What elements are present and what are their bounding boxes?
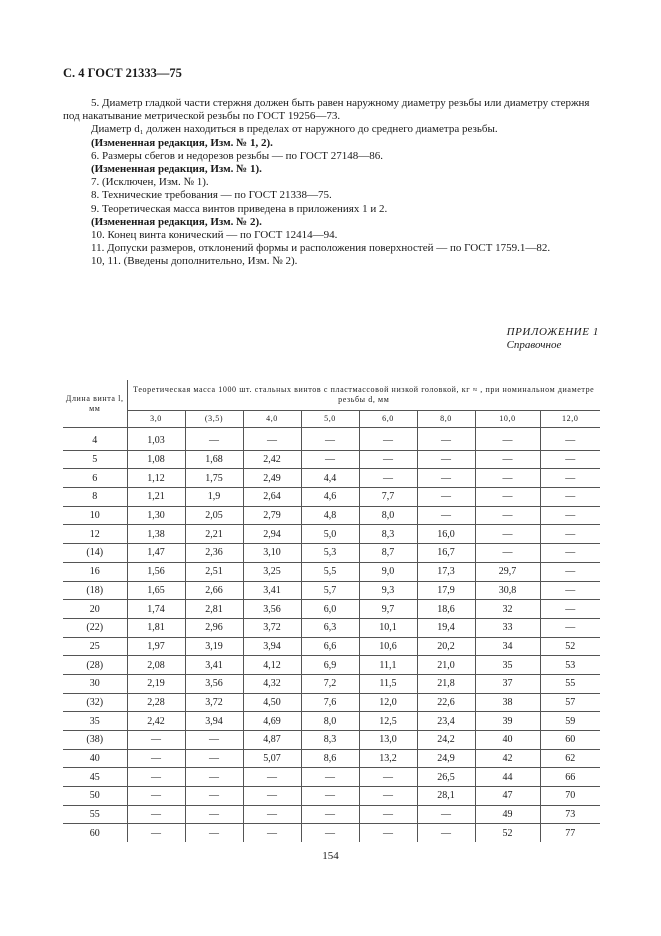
mass-cell: 1,56 <box>127 562 185 581</box>
mass-cell: 24,2 <box>417 731 475 750</box>
diameter-header: 5,0 <box>301 411 359 428</box>
mass-cell: — <box>301 824 359 842</box>
mass-cell: 2,51 <box>185 562 243 581</box>
diameter-header: 10,0 <box>475 411 540 428</box>
mass-cell: 6,3 <box>301 618 359 637</box>
mass-cell: 3,94 <box>185 712 243 731</box>
mass-cell: 4,50 <box>243 693 301 712</box>
mass-cell: 7,6 <box>301 693 359 712</box>
table-row <box>63 693 600 712</box>
length-cell: (22) <box>63 618 127 637</box>
mass-cell: 2,81 <box>185 600 243 619</box>
mass-cell: 2,21 <box>185 525 243 544</box>
table-row <box>63 562 600 581</box>
mass-cell: 1,68 <box>185 450 243 469</box>
length-cell: 6 <box>63 469 127 488</box>
table-row <box>63 674 600 693</box>
table-row <box>63 712 600 731</box>
mass-caption-header: Теоретическая масса 1000 шт. стальных винтов с пластмассовой низкой головкой, кг ≈ , при номинальном диаметре резьбы d, мм <box>127 380 600 411</box>
page-number: 154 <box>322 850 339 862</box>
mass-cell: — <box>359 805 417 824</box>
length-cell: 50 <box>63 787 127 806</box>
length-cell: 30 <box>63 674 127 693</box>
mass-cell: 3,25 <box>243 562 301 581</box>
mass-cell: 17,9 <box>417 581 475 600</box>
mass-cell: — <box>417 805 475 824</box>
mass-cell: 2,96 <box>185 618 243 637</box>
length-cell: 8 <box>63 488 127 507</box>
mass-cell: — <box>185 428 243 451</box>
mass-cell: 1,12 <box>127 469 185 488</box>
table-row <box>63 581 600 600</box>
mass-cell: 44 <box>475 768 540 787</box>
mass-cell: 2,94 <box>243 525 301 544</box>
diameter-header: 6,0 <box>359 411 417 428</box>
table-row <box>63 506 600 525</box>
mass-cell: 59 <box>540 712 600 731</box>
mass-cell: 1,97 <box>127 637 185 656</box>
mass-cell: 4,6 <box>301 488 359 507</box>
amendment-note: (Измененная редакция, Изм. № 2). <box>91 215 262 228</box>
mass-cell: — <box>127 768 185 787</box>
mass-cell: 13,2 <box>359 749 417 768</box>
mass-cell: — <box>243 768 301 787</box>
table-row <box>63 450 600 469</box>
mass-cell: 1,21 <box>127 488 185 507</box>
mass-cell: — <box>540 581 600 600</box>
mass-cell: 1,74 <box>127 600 185 619</box>
mass-cell: 37 <box>475 674 540 693</box>
paragraph-7: 7. (Исключен, Изм. № 1). <box>91 176 209 189</box>
appendix-title: ПРИЛОЖЕНИЕ 1 <box>506 326 599 338</box>
mass-cell: 3,56 <box>185 674 243 693</box>
mass-cell: — <box>359 469 417 488</box>
mass-cell: 21,8 <box>417 674 475 693</box>
mass-cell: 49 <box>475 805 540 824</box>
mass-cell: — <box>185 805 243 824</box>
mass-cell: 2,36 <box>185 544 243 563</box>
mass-cell: 3,56 <box>243 600 301 619</box>
mass-cell: 2,49 <box>243 469 301 488</box>
table-row <box>63 656 600 675</box>
page-header: С. 4 ГОСТ 21333—75 <box>63 66 182 80</box>
mass-cell: — <box>301 428 359 451</box>
paragraph-6: 6. Размеры сбегов и недорезов резьбы — по ГОСТ 27148—86. <box>91 149 384 162</box>
table-row <box>63 600 600 619</box>
mass-cell: 3,72 <box>185 693 243 712</box>
mass-cell: — <box>243 428 301 451</box>
paragraph-d1: Диаметр d₁ должен находиться в пределах от наружного до среднего диаметра резьбы. <box>91 123 498 136</box>
mass-cell: 2,42 <box>127 712 185 731</box>
mass-cell: — <box>540 544 600 563</box>
mass-cell: 4,12 <box>243 656 301 675</box>
length-cell: 5 <box>63 450 127 469</box>
mass-cell: 3,94 <box>243 637 301 656</box>
mass-cell: — <box>475 525 540 544</box>
mass-cell: 32 <box>475 600 540 619</box>
length-cell: 55 <box>63 805 127 824</box>
mass-cell: 5,5 <box>301 562 359 581</box>
mass-cell: 77 <box>540 824 600 842</box>
mass-cell: — <box>185 749 243 768</box>
table-row <box>63 787 600 806</box>
mass-cell: 24,9 <box>417 749 475 768</box>
mass-cell: — <box>243 824 301 842</box>
amendment-note: (Измененная редакция, Изм. № 1, 2). <box>91 136 273 149</box>
mass-cell: — <box>127 824 185 842</box>
mass-cell: 2,64 <box>243 488 301 507</box>
mass-cell: — <box>359 450 417 469</box>
mass-cell: 2,79 <box>243 506 301 525</box>
table-body <box>63 428 600 843</box>
mass-cell: 7,7 <box>359 488 417 507</box>
mass-cell: 1,75 <box>185 469 243 488</box>
mass-cell: 5,0 <box>301 525 359 544</box>
length-cell: 4 <box>63 428 127 451</box>
length-cell: (14) <box>63 544 127 563</box>
mass-cell: 3,19 <box>185 637 243 656</box>
mass-cell: 1,47 <box>127 544 185 563</box>
mass-cell: 6,0 <box>301 600 359 619</box>
mass-cell: 39 <box>475 712 540 731</box>
mass-cell: — <box>127 749 185 768</box>
mass-cell: — <box>475 488 540 507</box>
mass-cell: 35 <box>475 656 540 675</box>
length-column-header: Длина винта l, мм <box>63 380 127 428</box>
mass-cell: 5,3 <box>301 544 359 563</box>
diameter-header: (3,5) <box>185 411 243 428</box>
mass-cell: 70 <box>540 787 600 806</box>
mass-cell: 34 <box>475 637 540 656</box>
table-row <box>63 824 600 842</box>
mass-cell: 3,41 <box>243 581 301 600</box>
mass-cell: 5,7 <box>301 581 359 600</box>
mass-cell: 9,7 <box>359 600 417 619</box>
mass-cell: 53 <box>540 656 600 675</box>
mass-cell: 2,42 <box>243 450 301 469</box>
mass-cell: — <box>417 824 475 842</box>
mass-cell: — <box>185 768 243 787</box>
mass-cell: 52 <box>475 824 540 842</box>
mass-cell: 60 <box>540 731 600 750</box>
mass-cell: 6,9 <box>301 656 359 675</box>
mass-cell: 8,3 <box>359 525 417 544</box>
mass-cell: — <box>359 768 417 787</box>
mass-cell: 7,2 <box>301 674 359 693</box>
length-cell: 45 <box>63 768 127 787</box>
mass-cell: — <box>301 805 359 824</box>
mass-cell: — <box>540 562 600 581</box>
length-cell: 60 <box>63 824 127 842</box>
mass-cell: 9,0 <box>359 562 417 581</box>
appendix-heading <box>507 326 599 352</box>
mass-cell: 62 <box>540 749 600 768</box>
mass-cell: 12,5 <box>359 712 417 731</box>
length-cell: (32) <box>63 693 127 712</box>
mass-cell: 33 <box>475 618 540 637</box>
mass-cell: 29,7 <box>475 562 540 581</box>
diameter-header: 3,0 <box>127 411 185 428</box>
mass-cell: — <box>127 805 185 824</box>
mass-cell: 8,6 <box>301 749 359 768</box>
mass-cell: 4,8 <box>301 506 359 525</box>
mass-cell: 4,32 <box>243 674 301 693</box>
mass-cell: — <box>540 618 600 637</box>
mass-cell: 6,6 <box>301 637 359 656</box>
mass-cell: — <box>417 469 475 488</box>
mass-cell: 8,0 <box>301 712 359 731</box>
mass-cell: — <box>301 768 359 787</box>
body-text <box>63 97 603 269</box>
mass-cell: — <box>475 506 540 525</box>
mass-cell: 1,38 <box>127 525 185 544</box>
diameter-header: 12,0 <box>540 411 600 428</box>
paragraph-8: 8. Технические требования — по ГОСТ 21338—75. <box>91 189 332 202</box>
mass-cell: 10,6 <box>359 637 417 656</box>
mass-cell: 10,1 <box>359 618 417 637</box>
mass-cell: 28,1 <box>417 787 475 806</box>
mass-cell: — <box>540 488 600 507</box>
paragraph-9: 9. Теоретическая масса винтов приведена в приложениях 1 и 2. <box>91 202 388 215</box>
length-cell: (38) <box>63 731 127 750</box>
mass-cell: 40 <box>475 731 540 750</box>
mass-cell: — <box>185 787 243 806</box>
table-row <box>63 618 600 637</box>
paragraph-10-11: 10, 11. (Введены дополнительно, Изм. № 2). <box>91 255 298 268</box>
mass-cell: — <box>540 525 600 544</box>
table-row <box>63 544 600 563</box>
mass-cell: 3,10 <box>243 544 301 563</box>
table-row <box>63 428 600 451</box>
mass-cell: — <box>127 731 185 750</box>
mass-cell: 2,66 <box>185 581 243 600</box>
mass-cell: 1,65 <box>127 581 185 600</box>
mass-cell: — <box>359 787 417 806</box>
mass-cell: 47 <box>475 787 540 806</box>
table-row <box>63 469 600 488</box>
mass-cell: — <box>417 506 475 525</box>
mass-cell: 17,3 <box>417 562 475 581</box>
mass-cell: — <box>475 544 540 563</box>
mass-cell: 9,3 <box>359 581 417 600</box>
length-cell: 12 <box>63 525 127 544</box>
diameter-header: 8,0 <box>417 411 475 428</box>
table-row <box>63 749 600 768</box>
mass-cell: — <box>417 428 475 451</box>
mass-cell: 18,6 <box>417 600 475 619</box>
appendix-subtitle: Справочное <box>506 339 562 351</box>
mass-cell: 1,08 <box>127 450 185 469</box>
mass-cell: 21,0 <box>417 656 475 675</box>
mass-cell: 52 <box>540 637 600 656</box>
table-row <box>63 525 600 544</box>
mass-cell: 11,1 <box>359 656 417 675</box>
mass-cell: 3,72 <box>243 618 301 637</box>
mass-cell: — <box>540 469 600 488</box>
table-row <box>63 731 600 750</box>
mass-cell: 2,28 <box>127 693 185 712</box>
mass-cell: — <box>417 450 475 469</box>
length-cell: (28) <box>63 656 127 675</box>
paragraph-11: 11. Допуски размеров, отклонений формы и расположения поверхностей — по ГОСТ 1759.1—82. <box>91 242 551 255</box>
mass-cell: 3,41 <box>185 656 243 675</box>
length-cell: 35 <box>63 712 127 731</box>
mass-cell: — <box>301 787 359 806</box>
mass-cell: — <box>359 824 417 842</box>
mass-cell: — <box>243 805 301 824</box>
length-cell: 40 <box>63 749 127 768</box>
mass-cell: 8,7 <box>359 544 417 563</box>
mass-cell: 26,5 <box>417 768 475 787</box>
mass-cell: — <box>301 450 359 469</box>
mass-cell: 22,6 <box>417 693 475 712</box>
mass-cell: 4,87 <box>243 731 301 750</box>
length-cell: 16 <box>63 562 127 581</box>
mass-cell: 16,0 <box>417 525 475 544</box>
mass-cell: 1,81 <box>127 618 185 637</box>
mass-cell: 30,8 <box>475 581 540 600</box>
mass-cell: — <box>359 428 417 451</box>
mass-cell: — <box>185 731 243 750</box>
diameter-header: 4,0 <box>243 411 301 428</box>
mass-cell: 57 <box>540 693 600 712</box>
mass-cell: — <box>540 428 600 451</box>
mass-cell: — <box>540 600 600 619</box>
mass-cell: — <box>475 428 540 451</box>
mass-cell: 1,03 <box>127 428 185 451</box>
length-cell: 20 <box>63 600 127 619</box>
mass-cell: — <box>475 469 540 488</box>
mass-cell: 16,7 <box>417 544 475 563</box>
mass-cell: 73 <box>540 805 600 824</box>
mass-cell: 2,08 <box>127 656 185 675</box>
mass-cell: 55 <box>540 674 600 693</box>
mass-cell: 13,0 <box>359 731 417 750</box>
mass-cell: 19,4 <box>417 618 475 637</box>
mass-cell: 4,4 <box>301 469 359 488</box>
mass-cell: 4,69 <box>243 712 301 731</box>
mass-cell: 2,19 <box>127 674 185 693</box>
paragraph-5: 5. Диаметр гладкой части стержня должен быть равен наружному диаметру резьбы или диаметру стержня под накатывание метрической резьбы по ГОСТ 19256—73. <box>63 97 590 123</box>
mass-cell: 11,5 <box>359 674 417 693</box>
amendment-note: (Измененная редакция, Изм. № 1). <box>91 163 262 176</box>
table-row <box>63 805 600 824</box>
mass-cell: 23,4 <box>417 712 475 731</box>
length-cell: (18) <box>63 581 127 600</box>
mass-cell: 5,07 <box>243 749 301 768</box>
mass-cell: 8,0 <box>359 506 417 525</box>
mass-cell: 20,2 <box>417 637 475 656</box>
paragraph-10: 10. Конец винта конический — по ГОСТ 12414—94. <box>91 229 338 242</box>
mass-table <box>63 380 600 842</box>
mass-cell: 38 <box>475 693 540 712</box>
mass-cell: 2,05 <box>185 506 243 525</box>
mass-cell: 1,30 <box>127 506 185 525</box>
mass-cell: — <box>540 506 600 525</box>
mass-cell: — <box>417 488 475 507</box>
mass-cell: — <box>475 450 540 469</box>
mass-cell: 42 <box>475 749 540 768</box>
mass-cell: — <box>127 787 185 806</box>
diameter-header-row <box>63 411 600 428</box>
length-cell: 10 <box>63 506 127 525</box>
mass-cell: 1,9 <box>185 488 243 507</box>
mass-cell: 8,3 <box>301 731 359 750</box>
mass-cell: — <box>540 450 600 469</box>
length-cell: 25 <box>63 637 127 656</box>
table-row <box>63 768 600 787</box>
mass-cell: 12,0 <box>359 693 417 712</box>
mass-cell: — <box>243 787 301 806</box>
table-row <box>63 488 600 507</box>
mass-cell: 66 <box>540 768 600 787</box>
mass-cell: — <box>185 824 243 842</box>
table-row <box>63 637 600 656</box>
